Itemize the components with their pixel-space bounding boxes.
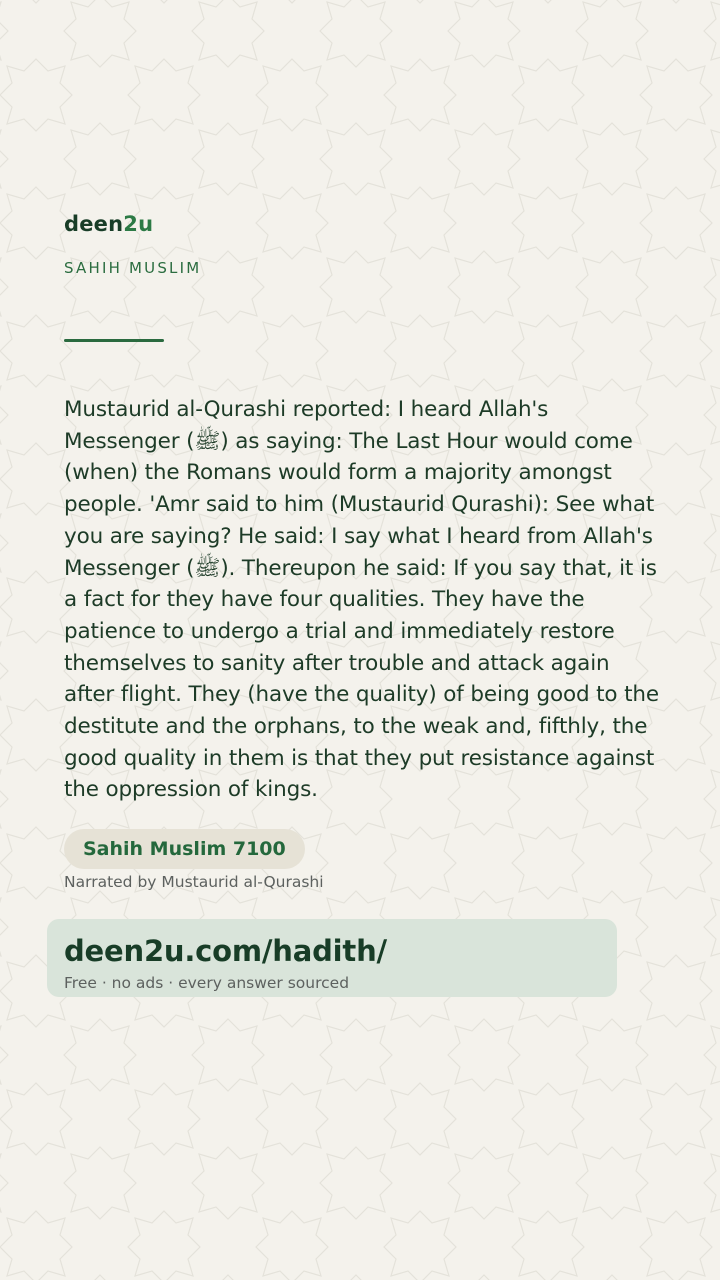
collection-label: SAHIH MUSLIM — [64, 259, 202, 277]
cta-banner[interactable] — [47, 919, 617, 997]
brand-logo[interactable] — [64, 212, 153, 236]
brand-suffix: 2u — [123, 212, 154, 236]
cta-tagline: Free · no ads · every answer sourced — [64, 974, 350, 992]
reference-badge[interactable]: Sahih Muslim 7100 — [64, 829, 305, 869]
narrator-line: Narrated by Mustaurid al-Qurashi — [64, 873, 324, 891]
divider — [64, 339, 164, 342]
cta-url-link[interactable]: deen2u.com/hadith/ — [64, 934, 387, 968]
brand-prefix: deen — [64, 212, 124, 236]
hadith-text: Mustaurid al-Qurashi reported: I heard Allah's Messenger (ﷺ) as saying: The Last Hour would come (when) the Romans would form a majority amongst people. 'Amr said to him (Mustaurid Qurashi): See what you are saying? He said: I say what I heard from Allah's Messenger (ﷺ). Thereupon he said: If you say that, it is a fact for they have four qualities. They have the patience to undergo a trial and immediately restore themselves to sanity after trouble and attack again after flight. They (have the quality) of being good to the destitute and the orphans, to the weak and, fifthly, the good quality in them is that they put resistance against the oppression of kings. — [64, 397, 659, 803]
